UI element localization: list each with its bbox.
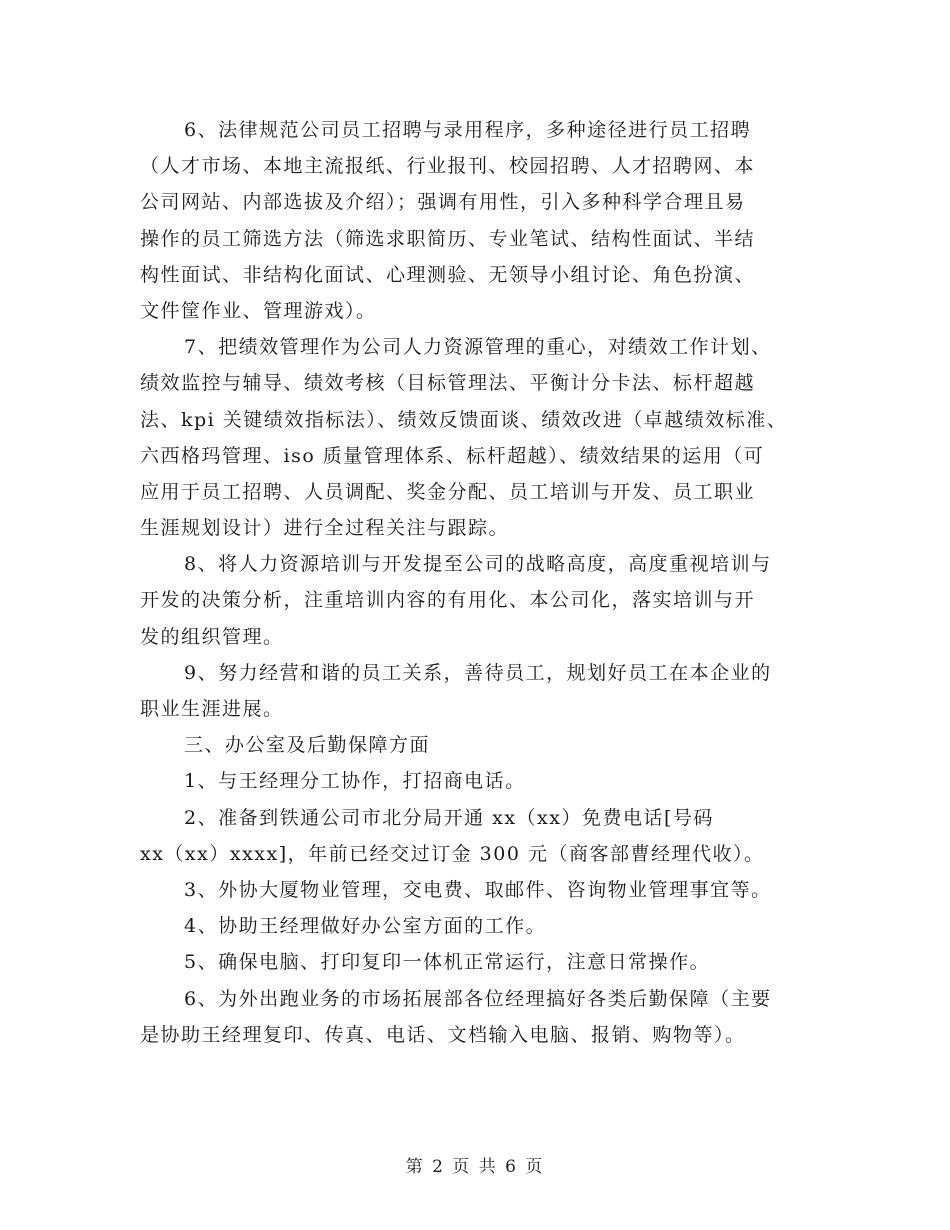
paragraph-employee-relations [140, 655, 830, 727]
text-line: 发的组织管理。 [140, 625, 284, 648]
text-line: 职业生涯进展。 [140, 698, 284, 720]
text-line: 7、把绩效管理作为公司人力资源管理的重心，对绩效工作计划、 [184, 336, 772, 359]
paragraph-performance [140, 329, 830, 546]
paragraph-item-1 [140, 763, 830, 799]
text-line: 8、将人力资源培训与开发提至公司的战略高度，高度重视培训与 [184, 553, 772, 576]
text-line: （人才市场、本地主流报纸、行业报刊、校园招聘、人才招聘网、本 [140, 155, 756, 178]
text-line: 3、外协大厦物业管理，交电费、取邮件、咨询物业管理事宜等。 [184, 878, 772, 901]
text-line: 应用于员工招聘、人员调配、奖金分配、员工培训与开发、员工职业 [140, 480, 756, 503]
text-line: 是协助王经理复印、传真、电话、文档输入电脑、报销、购物等）。 [140, 1023, 746, 1046]
text-line: 生涯规划设计）进行全过程关注与跟踪。 [140, 517, 510, 540]
paragraph-item-4 [140, 908, 830, 944]
text-line: 4、协助王经理做好办公室方面的工作。 [184, 915, 547, 938]
text-line: 文件筐作业、管理游戏）。 [140, 299, 377, 322]
text-line: 9、努力经营和谐的员工关系，善待员工，规划好员工在本企业的 [184, 661, 772, 684]
text-line: 构性面试、非结构化面试、心理测验、无领导小组讨论、角色扮演、 [140, 263, 756, 286]
paragraph-item-2 [140, 800, 830, 872]
paragraph-item-6 [140, 981, 830, 1053]
text-line: 5、确保电脑、打印复印一体机正常运行，注意日常操作。 [184, 951, 711, 974]
paragraph-item-3 [140, 872, 830, 908]
paragraph-item-5 [140, 944, 830, 980]
text-line: 六西格玛管理、iso 质量管理体系、标杆超越）、绩效结果的运用（可 [140, 444, 765, 467]
text-line: 2、准备到铁通公司市北分局开通 xx（xx）免费电话[号码 [184, 806, 714, 829]
page-number-footer: 第 2 页 共 6 页 [405, 1157, 545, 1177]
text-line: xx（xx）xxxx]，年前已经交过订金 300 元（商客部曹经理代收）。 [140, 842, 765, 865]
text-line: 开发的决策分析，注重培训内容的有用化、本公司化，落实培训与开 [140, 589, 756, 612]
text-line: 6、法律规范公司员工招聘与录用程序，多种途径进行员工招聘 [184, 119, 752, 141]
section-heading [140, 727, 830, 763]
paragraph-recruitment [140, 112, 830, 329]
document-body [140, 112, 830, 1053]
text-line: 法、kpi 关键绩效指标法）、绩效反馈面谈、绩效改进（卓越绩效标准、 [140, 408, 788, 431]
text-line: 绩效监控与辅导、绩效考核（目标管理法、平衡计分卡法、标杆超越 [140, 372, 756, 395]
text-line: 1、与王经理分工协作，打招商电话。 [184, 770, 526, 793]
text-line: 6、为外出跑业务的市场拓展部各位经理搞好各类后勤保障（主要 [184, 987, 772, 1010]
text-line: 操作的员工筛选方法（筛选求职简历、专业笔试、结构性面试、半结 [140, 227, 756, 250]
section-title: 三、办公室及后勤保障方面 [184, 734, 431, 757]
text-line: 公司网站、内部选拔及介绍）；强调有用性，引入多种科学合理且易 [140, 191, 746, 214]
paragraph-training [140, 546, 830, 655]
